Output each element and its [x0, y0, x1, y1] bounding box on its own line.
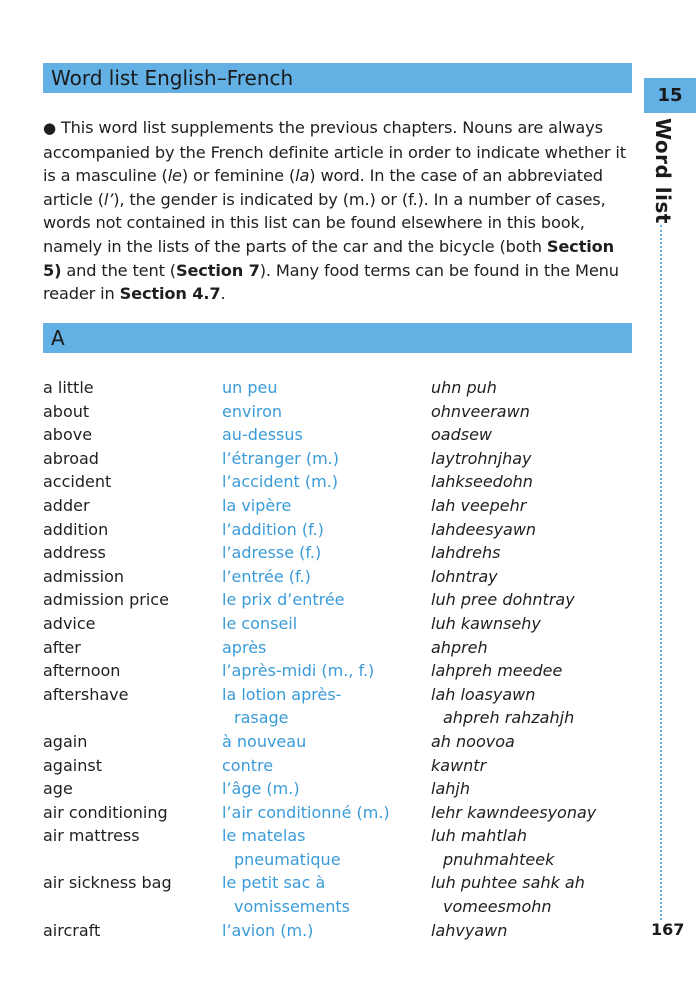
english-word: after: [43, 637, 81, 657]
french-word: l’air conditionné (m.): [222, 802, 390, 822]
pronunciation: lahdrehs: [431, 543, 501, 563]
french-word: contre: [222, 755, 274, 775]
word-row: [43, 423, 633, 447]
french-word: l’après-midi (m., f.): [222, 661, 375, 681]
section-letter-header: A: [43, 323, 632, 353]
chapter-label: Word list: [651, 118, 675, 224]
english-word: air sickness bag: [43, 873, 172, 893]
word-row: [43, 470, 633, 494]
pronunciation: lahvyawn: [431, 920, 508, 940]
intro-paragraph: ● This word list supplements the previous chapters. Nouns are always accompanied by the French definite article in order to indicate whether it is a masculine (le) or feminine (la) word. In the case of an abbreviated article (l’), the gender is indicated by (m.) or (f.). In a number of cases, words not contained in this list can be found elsewhere in this book, namely in the lists of the parts of the car and the bicycle (both Section 5) and the tent (Section 7). Many food terms can be found in the Menu reader in Section 4.7.: [43, 118, 626, 304]
word-row: [43, 730, 633, 754]
french-word: à nouveau: [222, 731, 307, 751]
french-word: le petit sac à vomissements: [222, 873, 350, 917]
word-row: [43, 754, 633, 778]
english-word: abroad: [43, 448, 99, 468]
word-row: [43, 801, 633, 825]
word-row: [43, 871, 633, 918]
french-word: le matelas pneumatique: [222, 826, 341, 869]
word-row: [43, 494, 633, 518]
word-row: [43, 376, 633, 400]
english-word: aftershave: [43, 684, 129, 704]
french-word: au-dessus: [222, 425, 303, 445]
french-word: après: [222, 637, 267, 657]
section-5-ref: Section 5): [43, 236, 614, 280]
english-word: a little: [43, 378, 94, 397]
word-row: [43, 565, 633, 589]
french-word: le conseil: [222, 613, 298, 633]
pronunciation: lehr kawndeesyonay: [431, 802, 597, 822]
word-row: [43, 541, 633, 565]
page-title: Word list English–French: [43, 63, 632, 93]
pronunciation: lah veepehr: [431, 495, 527, 515]
word-row: [43, 518, 633, 542]
english-word: advice: [43, 613, 96, 633]
english-word: about: [43, 401, 90, 421]
pronunciation: ohnveerawn: [431, 401, 530, 421]
pronunciation: lahdeesyawn: [431, 519, 537, 539]
pronunciation: ahpreh: [431, 637, 488, 657]
bullet-icon: ●: [43, 119, 56, 137]
section-4-7-ref: Section 4.7: [119, 284, 221, 304]
pronunciation: luh mahtlah pnuhmahteek: [431, 826, 555, 869]
pronunciation: uhn puh: [431, 378, 497, 397]
english-word: admission: [43, 566, 125, 586]
english-word: age: [43, 779, 73, 799]
pronunciation: luh kawnsehy: [431, 613, 541, 633]
french-word: environ: [222, 401, 283, 421]
french-word: un peu: [222, 378, 278, 397]
word-row: [43, 919, 633, 943]
word-row: [43, 400, 633, 424]
pronunciation: lah loasyawn ahpreh rahzahjh: [431, 684, 575, 728]
word-row: [43, 612, 633, 636]
english-word: admission price: [43, 590, 169, 610]
word-row: [43, 636, 633, 660]
english-word: afternoon: [43, 661, 121, 681]
pronunciation: kawntr: [431, 755, 487, 775]
french-word: la lotion après- rasage: [222, 684, 342, 728]
pronunciation: lahpreh meedee: [431, 661, 563, 681]
pronunciation: luh puhtee sahk ah vomeesmohn: [431, 873, 585, 917]
chapter-number-tab: 15: [644, 78, 696, 113]
word-row: [43, 588, 633, 612]
pronunciation: ah noovoa: [431, 731, 515, 751]
french-word: l’avion (m.): [222, 920, 314, 940]
word-row: [43, 683, 633, 730]
english-word: aircraft: [43, 920, 101, 940]
english-word: against: [43, 755, 102, 775]
english-word: address: [43, 543, 106, 563]
english-word: accident: [43, 472, 112, 492]
pronunciation: lahkseedohn: [431, 472, 533, 492]
word-row: [43, 447, 633, 471]
pronunciation: laytrohnjhay: [431, 448, 532, 468]
pronunciation: lahjh: [431, 779, 470, 799]
french-word: l’adresse (f.): [222, 543, 322, 563]
word-row: [43, 777, 633, 801]
section-7-ref: Section 7: [175, 260, 260, 280]
french-word: la vipère: [222, 495, 292, 515]
pronunciation: luh pree dohntray: [431, 590, 575, 610]
pronunciation: lohntray: [431, 566, 498, 586]
english-word: again: [43, 731, 88, 751]
dotted-divider: [660, 225, 662, 920]
french-word: l’âge (m.): [222, 779, 300, 799]
word-list: [43, 376, 633, 942]
word-row: [43, 824, 633, 871]
french-word: l’entrée (f.): [222, 566, 311, 586]
english-word: air mattress: [43, 826, 140, 846]
french-word: le prix d’entrée: [222, 590, 345, 610]
french-word: l’addition (f.): [222, 519, 324, 539]
english-word: air conditioning: [43, 802, 168, 822]
english-word: adder: [43, 495, 90, 515]
french-word: l’accident (m.): [222, 472, 339, 492]
word-row: [43, 659, 633, 683]
english-word: above: [43, 425, 93, 445]
page-number: 167: [651, 920, 685, 939]
french-word: l’étranger (m.): [222, 448, 339, 468]
english-word: addition: [43, 519, 109, 539]
pronunciation: oadsew: [431, 425, 493, 445]
